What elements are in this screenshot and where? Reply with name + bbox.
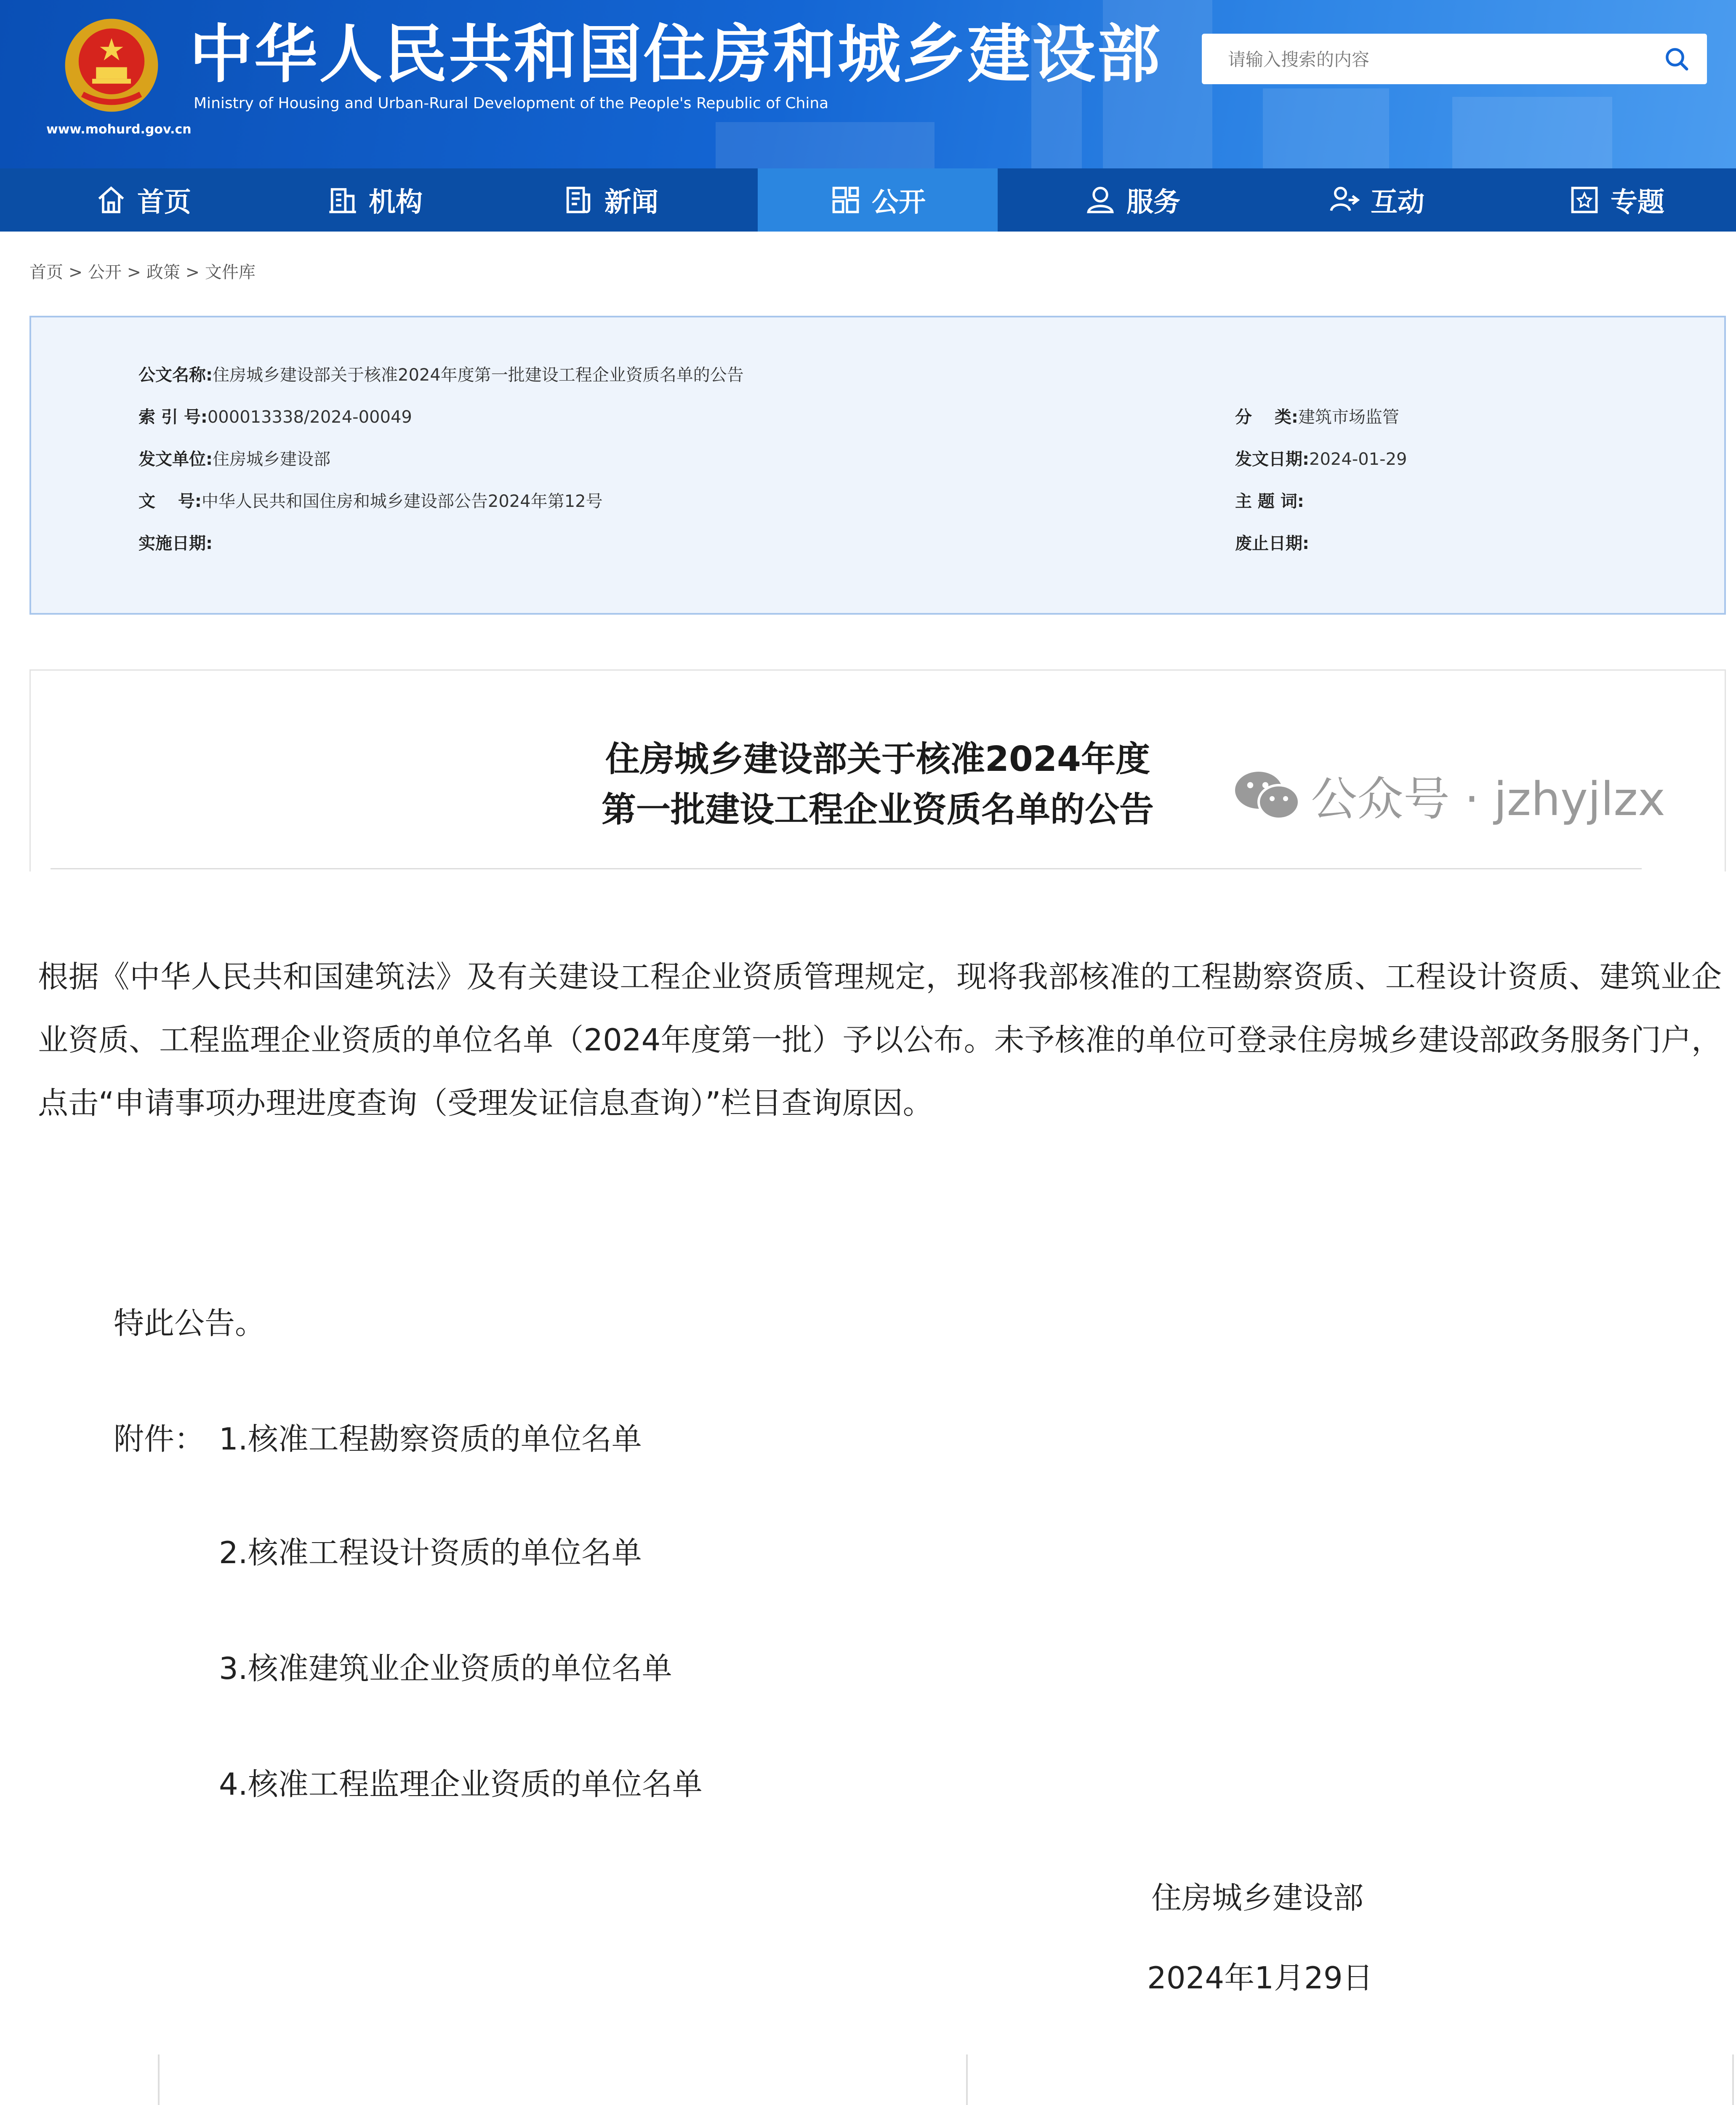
title-divider xyxy=(51,868,1642,869)
search-icon[interactable] xyxy=(1663,45,1690,72)
nav-label: 新闻 xyxy=(604,187,658,218)
search-input[interactable] xyxy=(1227,34,1650,85)
breadcrumb[interactable]: 首页 > 公开 > 政策 > 文件库 xyxy=(29,263,256,282)
watermark xyxy=(1233,762,1665,829)
attachment-item[interactable]: 3.核准建筑业企业资质的单位名单 xyxy=(219,1651,672,1686)
nav-item-home[interactable] xyxy=(38,168,248,232)
attachment-item[interactable]: 2.核准工程设计资质的单位名单 xyxy=(219,1535,642,1570)
nav-label: 公开 xyxy=(872,187,926,218)
national-emblem-icon xyxy=(63,17,160,114)
nav-label: 专题 xyxy=(1611,187,1664,218)
building-icon xyxy=(327,184,359,216)
sign-date: 2024年1月29日 xyxy=(1147,1960,1373,1996)
interaction-icon xyxy=(1329,184,1361,216)
attachment-item[interactable]: 4.核准工程监理企业资质的单位名单 xyxy=(219,1767,703,1802)
nav-label: 服务 xyxy=(1126,187,1180,218)
nav-label: 机构 xyxy=(369,187,423,218)
watermark-text: 公众号 · jzhyjlzx xyxy=(1311,772,1665,826)
meta-expiry: 废止日期: xyxy=(1235,534,1309,553)
nav-item-interaction[interactable] xyxy=(1271,168,1482,232)
meta-effective: 实施日期: xyxy=(138,534,213,553)
article-paragraph: 根据《中华人民共和国建筑法》及有关建设工程企业资质管理规定，现将我部核准的工程勘察资质、工程设计资质、建筑业企业资质、工程监理企业资质的单位名单（2024年度第一批）予以公布。未予核准的单位可登录住房城乡建设部政务服务门户，点击“申请事项办理进度查询（受理发证信息查询）”栏目查询原因。 xyxy=(38,959,1722,1121)
banner-decoration xyxy=(1452,97,1612,168)
service-icon xyxy=(1084,184,1116,216)
attachment-item[interactable]: 1.核准工程勘察资质的单位名单 xyxy=(219,1421,642,1457)
meta-index: 索 引 号:000013338/2024-00049 xyxy=(138,408,412,427)
site-header xyxy=(0,0,1736,168)
nav-label: 首页 xyxy=(137,187,191,218)
meta-subject: 主 题 词: xyxy=(1235,492,1304,511)
wechat-icon xyxy=(1233,768,1301,823)
site-title-cn: 中华人民共和国住房和城乡建设部 xyxy=(189,18,1162,91)
news-icon xyxy=(562,184,594,216)
table-divider xyxy=(966,2054,968,2105)
attachments-label: 附件： xyxy=(114,1421,205,1457)
nav-label: 互动 xyxy=(1371,187,1424,218)
public-icon xyxy=(830,184,862,216)
topic-icon xyxy=(1568,184,1600,216)
nav-item-service[interactable] xyxy=(1027,168,1238,232)
home-icon xyxy=(95,184,127,216)
nav-item-agency[interactable] xyxy=(269,168,480,232)
nav-item-public[interactable] xyxy=(758,168,998,232)
meta-category: 分 类:建筑市场监管 xyxy=(1235,408,1399,427)
nav-item-news[interactable] xyxy=(505,168,716,232)
nav-item-topic[interactable] xyxy=(1515,168,1717,232)
banner-decoration xyxy=(716,122,935,168)
notice-text: 特此公告。 xyxy=(114,1306,266,1341)
search-box xyxy=(1202,34,1707,84)
signature: 住房城乡建设部 xyxy=(1151,1880,1364,1916)
table-divider xyxy=(158,2054,160,2105)
banner-decoration xyxy=(1263,88,1389,168)
site-url[interactable]: www.mohurd.gov.cn xyxy=(46,122,192,137)
article-title-line1: 住房城乡建设部关于核准2024年度 xyxy=(605,739,1150,779)
meta-issuer: 发文单位:住房城乡建设部 xyxy=(138,450,330,469)
meta-date: 发文日期:2024-01-29 xyxy=(1235,450,1407,469)
main-nav xyxy=(0,168,1736,232)
article-title-line2: 第一批建设工程企业资质名单的公告 xyxy=(601,790,1154,830)
meta-doc-name: 公文名称:住房城乡建设部关于核准2024年度第一批建设工程企业资质名单的公告 xyxy=(138,365,744,385)
table-divider xyxy=(1732,2054,1734,2105)
meta-doc-no: 文 号:中华人民共和国住房和城乡建设部公告2024年第12号 xyxy=(138,492,603,511)
document-metadata xyxy=(29,316,1726,615)
site-title-en: Ministry of Housing and Urban-Rural Development of the People's Republic of China xyxy=(194,95,829,112)
